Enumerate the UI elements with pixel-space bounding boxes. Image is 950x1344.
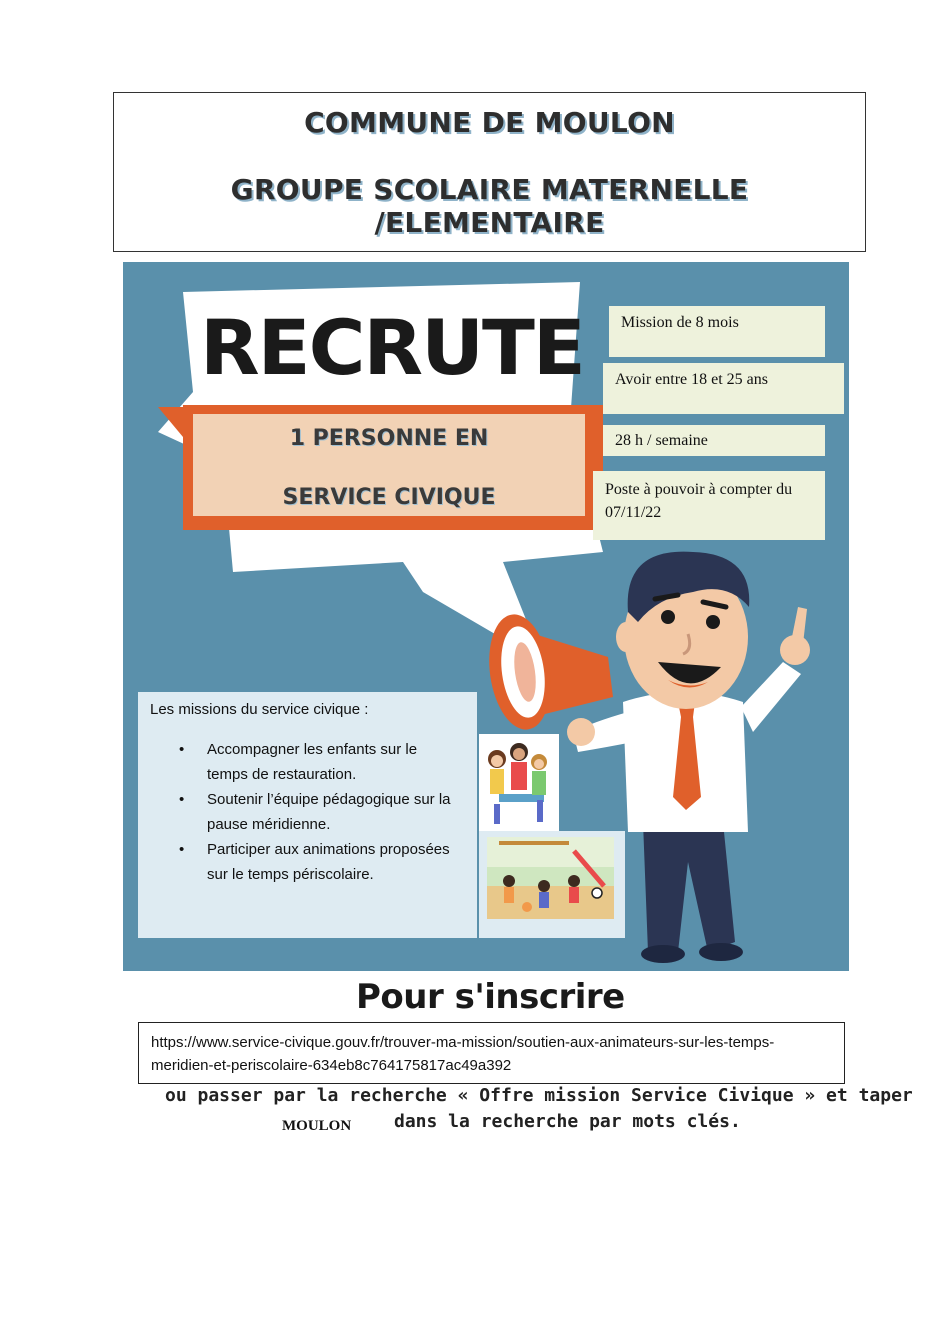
info-start-line-1: Poste à pouvoir à compter du: [605, 481, 793, 498]
bullet-icon: •: [179, 841, 185, 858]
mission-url-box[interactable]: [138, 1022, 845, 1084]
position-line-2: SERVICE CIVIQUE: [282, 485, 496, 510]
missions-box: [138, 692, 477, 938]
school-title: GROUPE SCOLAIRE MATERNELLE /ELEMENTAIRE: [230, 173, 749, 239]
bullet-icon: •: [179, 741, 185, 758]
header-box: [113, 92, 866, 252]
mission-line: pause méridienne.: [207, 816, 331, 833]
mission-item: [179, 737, 469, 787]
mission-url-line-1[interactable]: https://www.service-civique.gouv.fr/trouver-ma-mission/soutien-aux-animateurs-sur-les-temps-: [151, 1034, 775, 1051]
position-line-1: 1 PERSONNE EN: [289, 426, 489, 451]
search-keyword: MOULON: [282, 1118, 352, 1134]
commune-title: COMMUNE DE MOULON: [304, 106, 675, 139]
mission-line: Accompagner les enfants sur le: [207, 741, 418, 758]
mission-line: Soutenir l’équipe pédagogique sur la: [207, 791, 451, 808]
bullet-icon: •: [179, 791, 185, 808]
info-hours: 28 h / semaine: [603, 425, 825, 456]
children-lunch-image: [479, 734, 559, 831]
info-start-date: [593, 471, 825, 540]
info-duration: Mission de 8 mois: [609, 306, 825, 357]
mission-item: [179, 787, 469, 837]
recrute-headline: RECRUTE: [200, 303, 584, 392]
mission-line: Participer aux animations proposées: [207, 841, 450, 858]
missions-title: Les missions du service civique :: [150, 701, 369, 718]
children-playground-image: [479, 831, 625, 938]
mission-item: [179, 837, 469, 887]
info-age: Avoir entre 18 et 25 ans: [603, 363, 844, 414]
mission-line: sur le temps périscolaire.: [207, 866, 374, 883]
info-start-line-2: 07/11/22: [605, 504, 662, 521]
search-instruction-line-1: ou passer par la recherche « Offre mission Service Civique » et taper: [165, 1085, 913, 1106]
search-instruction-line-2: dans la recherche par mots clés.: [394, 1111, 741, 1132]
megaphone-icon: [482, 610, 613, 733]
register-title: Pour s'inscrire: [356, 977, 625, 1017]
mission-url-line-2[interactable]: meridien-et-periscolaire-634eb8c764175817ac49a392: [151, 1057, 512, 1074]
mission-line: temps de restauration.: [207, 766, 357, 783]
